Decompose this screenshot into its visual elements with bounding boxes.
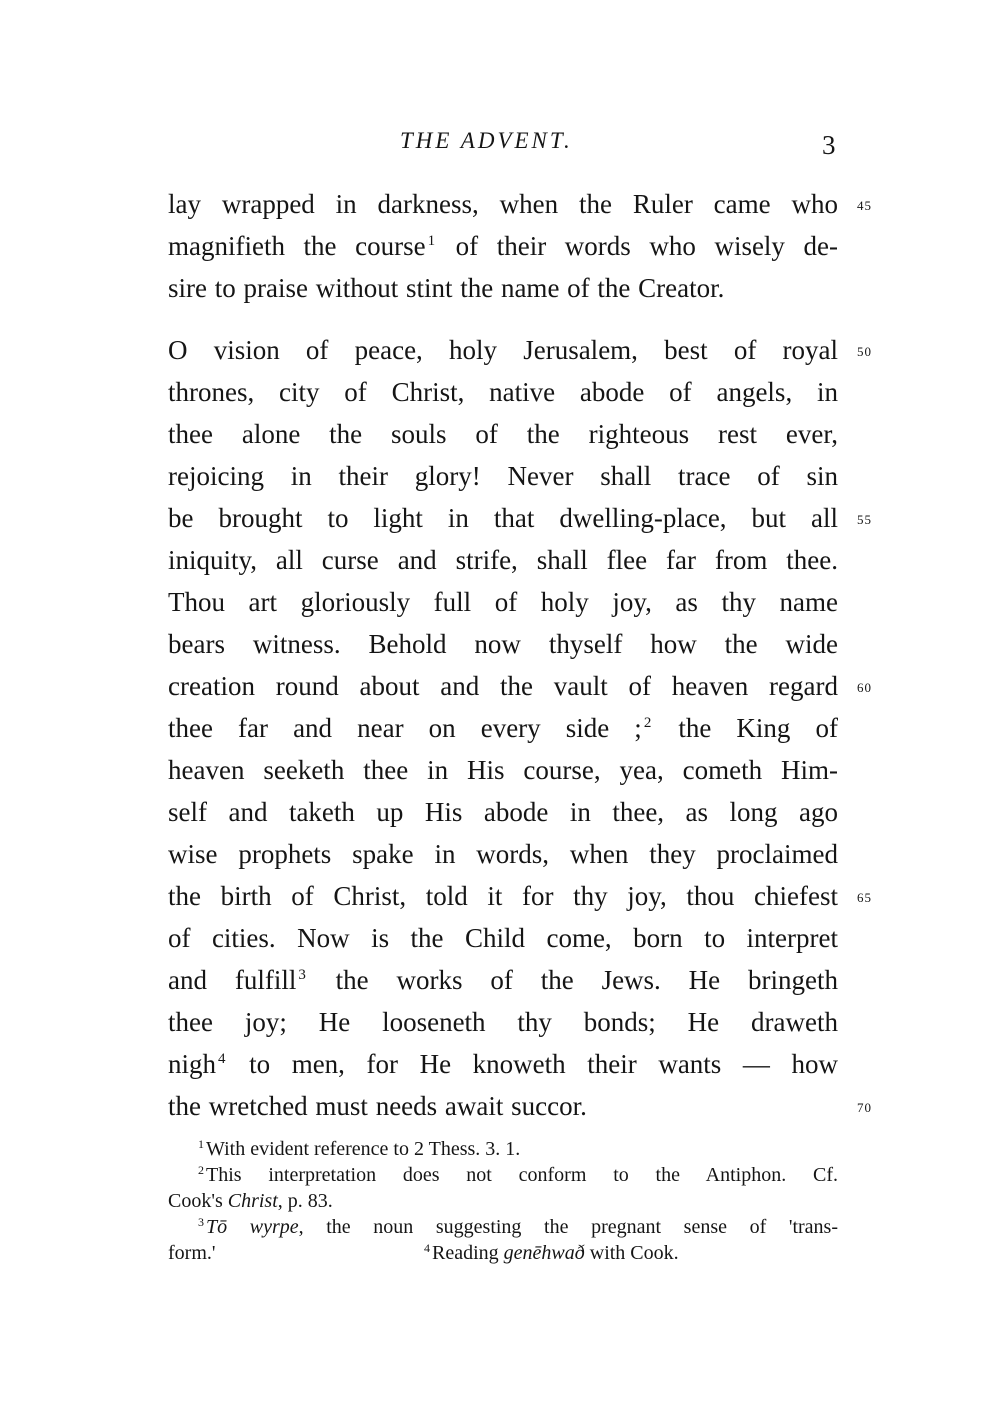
book-title: Christ bbox=[227, 1190, 278, 1212]
text-line: O vision of peace, holy Jerusalem, best of royal 50 bbox=[168, 329, 838, 371]
text-line: and fulfill $^3$ the works of the Jews. He bringeth bbox=[168, 965, 838, 995]
footnote-reference: 1 bbox=[427, 233, 436, 249]
footnote-2 bbox=[168, 1162, 838, 1188]
text-line: wise prophets spake in words, when they proclaimed bbox=[168, 839, 838, 869]
text-line: heaven seeketh thee in His course, yea, cometh Him- bbox=[168, 755, 838, 785]
text-line: bears witness. Behold now thyself how the wide bbox=[168, 629, 838, 659]
footnote-text: With evident reference to 2 Thess. 3. 1. bbox=[206, 1138, 521, 1160]
running-head: THE ADVENT. bbox=[400, 128, 573, 153]
footnote-reference: 2 bbox=[643, 715, 652, 731]
footnote-mark: 1 bbox=[198, 1137, 204, 1151]
page-number: 3 bbox=[822, 130, 836, 160]
footnote-reference: 4 bbox=[218, 1051, 226, 1067]
text-line: be brought to light in that dwelling-place, but all 55 bbox=[168, 497, 838, 539]
text-line: iniquity, all curse and strife, shall flee far from thee. bbox=[168, 545, 838, 575]
footnote-mark: 2 bbox=[198, 1163, 204, 1177]
footnote-3: $^3$ Tō wyrpe, the noun suggesting the pregnant sense of 'trans- bbox=[198, 1215, 838, 1238]
text-line: thee alone the souls of the righteous rest ever, bbox=[168, 419, 838, 449]
text-line: thee far and near on every side ; $^2$ the King of bbox=[168, 713, 838, 743]
footnote-3-continued: form.' $^4$ Reading genēhwað with Cook. bbox=[168, 1241, 679, 1264]
footnote-reference: 3 bbox=[298, 967, 306, 983]
text-line: the wretched must needs await succor. 70 bbox=[168, 1085, 838, 1127]
line-number: 50 bbox=[857, 344, 872, 359]
footnote-mark: 3 bbox=[198, 1215, 204, 1229]
text-line: creation round about and the vault of heaven regard 60 bbox=[168, 665, 838, 707]
footnote-1 bbox=[168, 1136, 838, 1162]
page-header bbox=[0, 124, 1000, 164]
text-line: nigh $^4$ to men, for He knoweth their wants — how bbox=[168, 1049, 838, 1079]
old-english-term: genēhwað bbox=[503, 1242, 585, 1264]
paragraph-2 bbox=[168, 329, 872, 1127]
text-line: Thou art gloriously full of holy joy, as thy name bbox=[168, 587, 838, 617]
text-line: lay wrapped in darkness, when the Ruler came who 45 bbox=[168, 183, 838, 225]
footnote-2-continued: Cook's Christ, p. 83. bbox=[168, 1190, 333, 1212]
footnotes bbox=[168, 1136, 838, 1266]
text-line: thee joy; He looseneth thy bonds; He draweth bbox=[168, 1007, 838, 1037]
line-number: 45 bbox=[857, 198, 872, 213]
paragraph-1 bbox=[168, 183, 872, 309]
line-number: 70 bbox=[857, 1100, 872, 1115]
footnote-mark: 4 bbox=[424, 1241, 430, 1255]
text-line: self and taketh up His abode in thee, as long ago bbox=[168, 797, 838, 827]
text-line: rejoicing in their glory! Never shall trace of sin bbox=[168, 461, 838, 491]
footnote-text: This interpretation does not conform to the Antiphon. Cf. bbox=[206, 1164, 838, 1186]
footnote-4: $^4$ Reading genēhwað with Cook. bbox=[424, 1241, 679, 1264]
text-line: thrones, city of Christ, native abode of angels, in bbox=[168, 377, 838, 407]
text-line: magnifieth the course $^1$ of their words who wisely de- bbox=[168, 231, 838, 261]
text-line: of cities. Now is the Child come, born to interpret bbox=[168, 923, 838, 953]
old-english-term: Tō wyrpe bbox=[206, 1216, 299, 1238]
text-line: sire to praise without stint the name of the Creator. bbox=[168, 273, 725, 303]
line-number: 65 bbox=[857, 890, 872, 905]
line-number: 60 bbox=[857, 680, 872, 695]
line-number: 55 bbox=[857, 512, 872, 527]
text-line: the birth of Christ, told it for thy joy, thou chiefest 65 bbox=[168, 875, 838, 917]
